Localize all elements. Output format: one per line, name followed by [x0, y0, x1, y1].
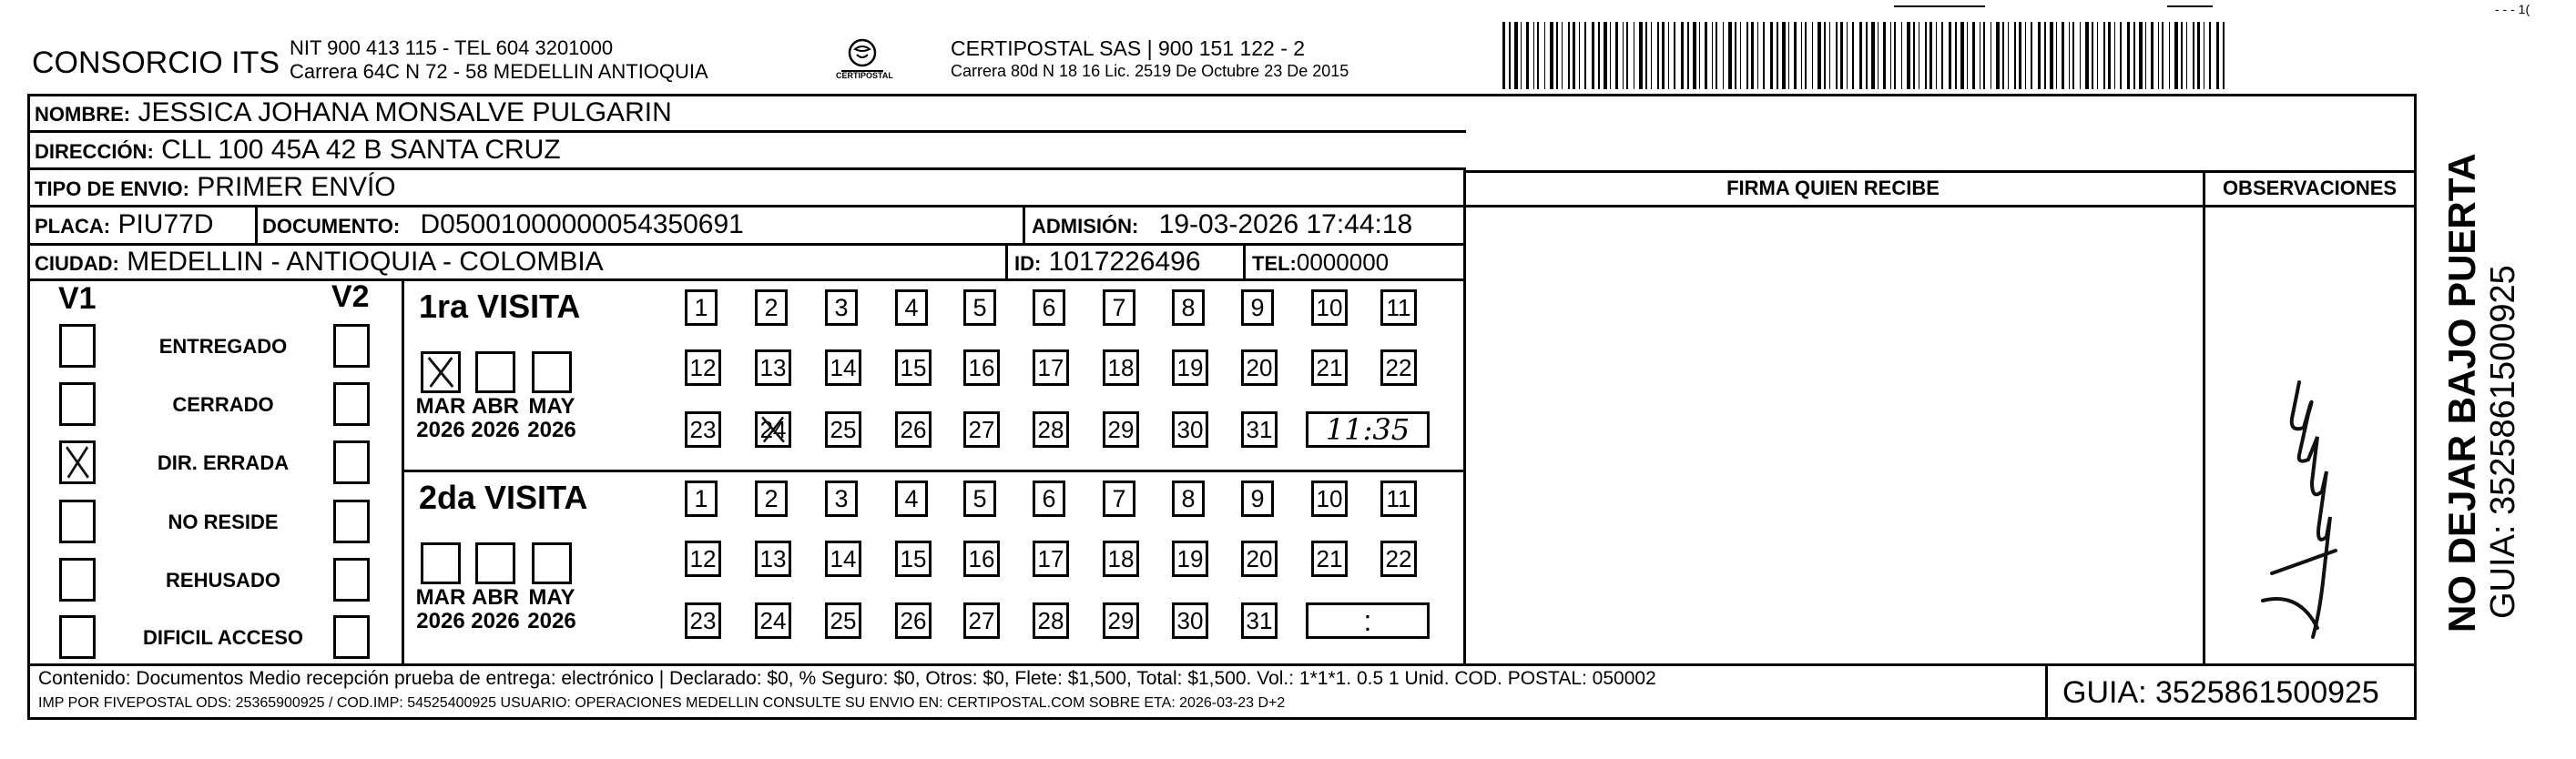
visit2-day-box[interactable]: 6	[1033, 481, 1065, 517]
visit2-day-box[interactable]: 21	[1311, 541, 1348, 577]
direccion-label: DIRECCIÓN:	[35, 140, 154, 163]
visit2-day-box[interactable]: 31	[1241, 602, 1278, 639]
direccion-row	[35, 134, 561, 168]
visit2-day-box[interactable]: 26	[895, 602, 932, 639]
frame-bottom	[27, 717, 2417, 720]
ciudad-value: MEDELLIN - ANTIOQUIA - COLOMBIA	[127, 247, 604, 277]
visit1-day-box[interactable]: 31	[1241, 411, 1278, 448]
visit1-time-box[interactable]: 11:35	[1306, 411, 1430, 448]
visit2-day-box[interactable]: 28	[1033, 602, 1069, 639]
visit2-day-box[interactable]: 17	[1033, 541, 1069, 577]
visit1-day-box[interactable]: 4	[895, 289, 928, 326]
no-dejar-notice: NO DEJAR BAJO PUERTA	[2440, 153, 2483, 632]
ciudad-cell	[35, 246, 604, 280]
nombre-value: JESSICA JOHANA MONSALVE PULGARIN	[137, 97, 672, 127]
placa-divider	[255, 205, 258, 245]
visit1-day-box[interactable]: 27	[963, 411, 1000, 448]
visit2-year-label: 2026	[471, 609, 520, 633]
visit2-year-label: 2026	[527, 609, 576, 633]
visit1-month-label: MAY	[528, 394, 575, 419]
visit2-month-label: MAY	[528, 585, 575, 610]
nombre-label: NOMBRE:	[35, 103, 131, 126]
visit1-day-box[interactable]: 30	[1172, 411, 1208, 448]
visit1-day-box[interactable]: 6	[1033, 289, 1065, 326]
visit2-month-checkbox[interactable]	[421, 542, 461, 584]
documento-label: DOCUMENTO:	[262, 215, 401, 238]
visit1-day-box[interactable]: 23	[685, 411, 721, 448]
visit1-day-box[interactable]: 13	[755, 349, 791, 386]
documento-value: D05001000000054350691	[420, 209, 744, 239]
visit1-day-box[interactable]: 17	[1033, 349, 1069, 386]
visit2-day-box[interactable]: 15	[895, 541, 932, 577]
status-label: DIR. ERRADA	[157, 451, 290, 474]
v2-checkbox[interactable]	[333, 382, 370, 426]
visit2-day-box[interactable]: 14	[825, 541, 861, 577]
visit2-year-label: 2026	[416, 609, 465, 633]
visit2-day-box[interactable]: 2	[755, 481, 788, 517]
visit2-day-box[interactable]: 25	[825, 602, 861, 639]
visit1-day-box[interactable]: 2	[755, 289, 788, 326]
row-line-6	[27, 663, 2417, 666]
firma-header-line	[1463, 170, 2417, 173]
v1-label: V1	[58, 281, 97, 316]
visit2-day-box[interactable]: 4	[895, 481, 928, 517]
visit2-day-box[interactable]: 9	[1241, 481, 1274, 517]
admision-cell	[1032, 208, 1412, 243]
visit2-month-checkbox[interactable]	[532, 542, 572, 584]
visit1-month-checkbox[interactable]	[532, 351, 572, 393]
visit1-day-box[interactable]: 18	[1103, 349, 1139, 386]
footer-guia: GUIA: 3525861500925	[2062, 675, 2379, 710]
placa-value: PIU77D	[117, 209, 214, 239]
tel-label: TEL:	[1252, 252, 1297, 275]
visit1-month-label: MAR	[415, 394, 466, 419]
visit1-day-box[interactable]: 28	[1033, 411, 1069, 448]
visit1-day-box[interactable]: 7	[1103, 289, 1135, 326]
visit1-day-box[interactable]: 29	[1103, 411, 1139, 448]
top-edge-line	[1894, 5, 1985, 7]
visit2-month-label: MAR	[415, 585, 466, 610]
footer-guia-divider	[2045, 663, 2048, 720]
firma-header: FIRMA QUIEN RECIBE	[1726, 177, 1940, 199]
v2-checkbox[interactable]	[333, 324, 370, 368]
visit1-day-box[interactable]: 20	[1241, 349, 1278, 386]
v2-checkbox[interactable]	[333, 558, 370, 602]
observ-col-line	[2203, 170, 2205, 666]
id-divider	[1005, 243, 1008, 281]
id-value: 1017226496	[1048, 247, 1201, 277]
v2-checkbox[interactable]	[333, 500, 370, 543]
footer-imp: IMP POR FIVEPOSTAL ODS: 25365900925 / COD.IMP: 54525400925 USUARIO: OPERACIONES MEDELLIN CONSULTE SU ENVIO EN: CERTIPOSTAL.COM SOBRE ETA: 2026-03-23 D+2	[38, 695, 1286, 711]
id-label: ID:	[1014, 252, 1042, 275]
v1-checkbox[interactable]	[59, 324, 96, 368]
visit2-day-box[interactable]: 10	[1311, 481, 1348, 517]
frame-left	[27, 94, 30, 720]
tipo-value: PRIMER ENVÍO	[197, 172, 396, 202]
nombre-row	[35, 96, 672, 131]
visit1-day-box[interactable]: 3	[825, 289, 858, 326]
visit2-day-box[interactable]: 20	[1241, 541, 1278, 577]
tel-cell	[1252, 246, 1389, 280]
visit1-month-checkbox[interactable]	[475, 351, 515, 393]
visit1-month-checkbox[interactable]	[421, 351, 461, 393]
certipostal-logo-text: CERTIPOSTAL	[836, 71, 893, 80]
visit-divider	[402, 470, 1466, 472]
visit1-day-box[interactable]: 9	[1241, 289, 1274, 326]
visit1-day-box[interactable]: 5	[963, 289, 996, 326]
visit1-day-box[interactable]: 16	[963, 349, 1000, 386]
visit1-title: 1ra VISITA	[419, 288, 581, 325]
visit1-day-box[interactable]: 12	[685, 349, 721, 386]
visit1-day-box[interactable]: 22	[1380, 349, 1417, 386]
visit2-day-box[interactable]: 1	[685, 481, 718, 517]
visit1-year-label: 2026	[416, 418, 465, 442]
visit1-day-box[interactable]: 15	[895, 349, 932, 386]
visit2-month-label: ABR	[472, 585, 519, 610]
visit2-day-box[interactable]: 16	[963, 541, 1000, 577]
visit2-day-box[interactable]: 23	[685, 602, 721, 639]
tipo-label: TIPO DE ENVIO:	[35, 177, 189, 200]
visit2-time-box[interactable]: :	[1306, 602, 1430, 639]
visit1-day-box[interactable]: 1	[685, 289, 718, 326]
v2-checkbox[interactable]	[333, 440, 370, 484]
placa-cell	[35, 208, 214, 243]
visit1-day-box[interactable]: 19	[1172, 349, 1208, 386]
status-label: REHUSADO	[166, 569, 280, 592]
company-nit-line: NIT 900 413 115 - TEL 604 3201000	[290, 36, 614, 59]
visit2-day-box[interactable]: 13	[755, 541, 791, 577]
visit2-month-checkbox[interactable]	[475, 542, 515, 584]
visit2-day-box[interactable]: 12	[685, 541, 721, 577]
status-label: DIFICIL ACCESO	[142, 626, 303, 649]
visit2-day-box[interactable]: 18	[1103, 541, 1139, 577]
status-label: CERRADO	[172, 393, 274, 416]
carrier-address-line: Carrera 80d N 18 16 Lic. 2519 De Octubre 23 De 2015	[951, 62, 1349, 80]
visit1-day-box[interactable]: 8	[1172, 289, 1205, 326]
top-edge-line-right	[2167, 5, 2213, 7]
visit1-day-box[interactable]: 26	[895, 411, 932, 448]
visit2-day-box[interactable]: 27	[963, 602, 1000, 639]
v1-checkbox[interactable]	[59, 500, 96, 543]
visit1-day-box[interactable]: 14	[825, 349, 861, 386]
v1-checkbox[interactable]	[59, 615, 96, 659]
admision-divider	[1023, 205, 1025, 245]
visit2-day-box[interactable]: 29	[1103, 602, 1139, 639]
ciudad-label: CIUDAD:	[35, 252, 119, 275]
observaciones-header: OBSERVACIONES	[2222, 177, 2398, 199]
company-address-line: Carrera 64C N 72 - 58 MEDELLIN ANTIOQUIA	[290, 60, 708, 83]
recipient-signature	[2235, 364, 2354, 655]
visit2-day-box[interactable]: 8	[1172, 481, 1205, 517]
admision-label: ADMISIÓN:	[1032, 215, 1139, 238]
visit1-day-box[interactable]: 10	[1311, 289, 1348, 326]
frame-right	[2414, 94, 2417, 720]
visit2-day-box[interactable]: 5	[963, 481, 996, 517]
status-label: NO RESIDE	[168, 511, 279, 533]
documento-cell	[262, 208, 744, 243]
visit1-day-box[interactable]: 11	[1380, 289, 1417, 326]
footer-contenido: Contenido: Documentos Medio recepción prueba de entrega: electrónico | Declarado: $0, % Seguro: $0, Otros: $0, Flete: $1,500, Total: $1,500. Vol.: 1*1*1. 0.5 1 Unid. COD. POSTAL: 050002	[38, 668, 1656, 689]
visit1-day-box[interactable]: 25	[825, 411, 861, 448]
visit1-month-label: ABR	[472, 394, 519, 419]
corner-mark: - - - 1(	[2495, 2, 2530, 16]
tel-divider	[1243, 243, 1246, 281]
status-visit-divider	[402, 278, 404, 666]
visit2-title: 2da VISITA	[419, 479, 588, 516]
visit1-year-label: 2026	[527, 418, 576, 442]
visit2-day-box[interactable]: 19	[1172, 541, 1208, 577]
visit2-day-box[interactable]: 11	[1380, 481, 1417, 517]
v1-checkbox[interactable]	[59, 382, 96, 426]
direccion-value: CLL 100 45A 42 B SANTA CRUZ	[161, 135, 561, 165]
visit1-year-label: 2026	[471, 418, 520, 442]
visit2-day-box[interactable]: 22	[1380, 541, 1417, 577]
tipo-row	[35, 171, 396, 206]
barcode	[1502, 22, 2226, 89]
company-name: CONSORCIO ITS	[32, 46, 280, 80]
carrier-line: CERTIPOSTAL SAS | 900 151 122 - 2	[951, 36, 1306, 60]
v2-checkbox[interactable]	[333, 615, 370, 659]
admision-value: 19-03-2026 17:44:18	[1158, 209, 1413, 239]
tel-value: 0000000	[1296, 248, 1390, 276]
visit2-day-box[interactable]: 24	[755, 602, 791, 639]
visit2-day-box[interactable]: 3	[825, 481, 858, 517]
firma-col-line	[1463, 170, 1466, 666]
side-guia: GUIA: 3525861500925	[2484, 265, 2522, 619]
visit2-day-box[interactable]: 30	[1172, 602, 1208, 639]
v1-checkbox[interactable]	[59, 440, 96, 484]
v2-label: V2	[331, 279, 370, 314]
status-label: ENTREGADO	[158, 335, 288, 358]
placa-label: PLACA:	[35, 215, 111, 238]
v1-checkbox[interactable]	[59, 558, 96, 602]
visit1-day-box[interactable]: 24	[755, 411, 791, 448]
visit1-day-box[interactable]: 21	[1311, 349, 1348, 386]
visit2-day-box[interactable]: 7	[1103, 481, 1135, 517]
id-cell	[1014, 246, 1201, 280]
